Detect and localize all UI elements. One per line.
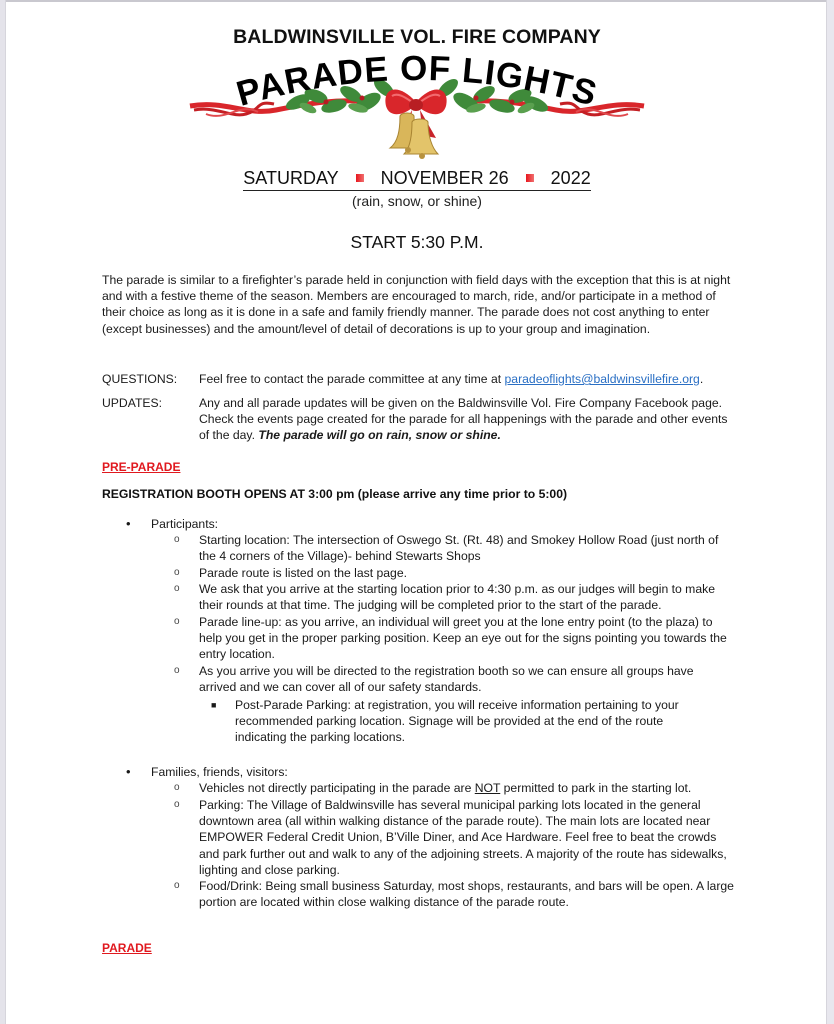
registration-heading: REGISTRATION BOOTH OPENS AT 3:00 pm (please arrive any time prior to 5:00): [102, 487, 568, 501]
updates-emphasis: The parade will go on rain, snow or shine.: [258, 428, 501, 443]
circle-bullet-icon: o: [174, 567, 180, 578]
event-day: SATURDAY: [243, 168, 339, 188]
questions-text: Feel free to contact the parade committee at any time at paradeoflights@baldwinsvillefire.org.: [199, 372, 704, 386]
not-emphasis: NOT: [474, 781, 501, 795]
updates-text: Any and all parade updates will be given on the Baldwinsville Vol. Fire Company Facebook page. Check the events page created for the parade for all happenings with the parade and other events of the day. The parade will go on rain, snow or shine.: [199, 396, 728, 443]
svg-text:PARADE OF LIGHTS: [232, 52, 601, 114]
circle-bullet-icon: o: [174, 534, 180, 545]
updates-label: UPDATES:: [102, 396, 163, 410]
questions-label: QUESTIONS:: [102, 372, 178, 386]
circle-bullet-icon: o: [174, 799, 180, 810]
event-title-arched: [186, 52, 648, 122]
event-month-day: NOVEMBER 26: [380, 168, 509, 188]
weather-note: (rain, snow, or shine): [352, 193, 482, 209]
viewer-scrollbar[interactable]: [826, 0, 834, 1024]
circle-bullet-icon: o: [174, 880, 180, 891]
circle-bullet-icon: o: [174, 583, 180, 594]
bullet-icon: •: [126, 516, 131, 531]
square-bullet-icon: ■: [211, 700, 217, 710]
circle-bullet-icon: o: [174, 616, 180, 627]
intro-paragraph: The parade is similar to a firefighter’s parade held in conjunction with field days with the exception that this is at night and with a festive theme of the season. Members are encouraged to march, ride, and/or participate in a method of their choice as long as it is done in a safe and family friendly manner. The parade does not cost anything to enter (except businesses) and the amount/level of detail of decorations is up to your group and imagination.: [102, 273, 731, 336]
start-time: START 5:30 P.M.: [350, 232, 484, 252]
event-year: 2022: [550, 168, 591, 188]
viewer-left-edge: [0, 0, 6, 1024]
date-separator-icon: [526, 174, 534, 182]
email-link[interactable]: paradeoflights@baldwinsvillefire.org: [504, 372, 700, 386]
date-separator-icon: [356, 174, 364, 182]
circle-bullet-icon: o: [174, 782, 180, 793]
pre-parade-heading: PRE-PARADE: [102, 460, 181, 474]
parade-banner: [186, 52, 648, 166]
organization-title: BALDWINSVILLE VOL. FIRE COMPANY: [233, 26, 601, 48]
bullet-icon: •: [126, 764, 131, 779]
parade-heading: PARADE: [102, 941, 152, 955]
event-date: [0, 168, 834, 191]
circle-bullet-icon: o: [174, 665, 180, 676]
event-title: PARADE OF LIGHTS: [232, 52, 602, 114]
